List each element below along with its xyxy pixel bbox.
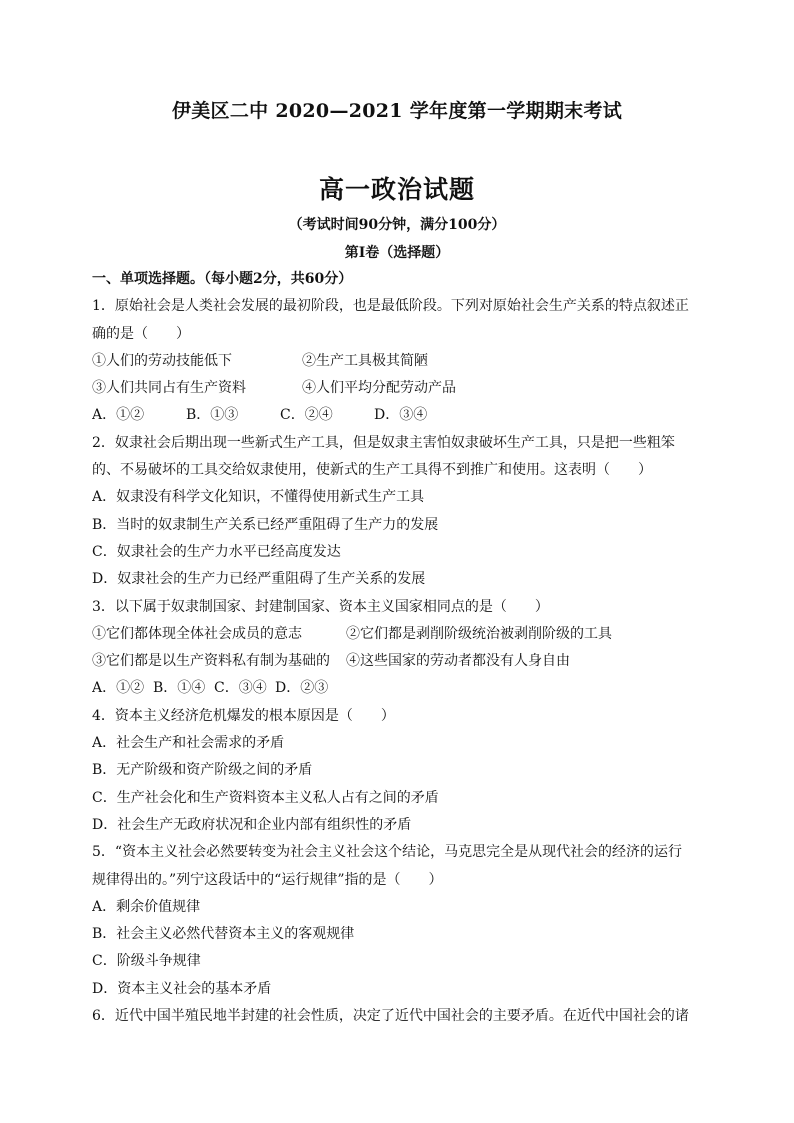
question-5-option-a: A．剩余价值规律 <box>92 898 201 915</box>
choice-d: D．③④ <box>374 407 428 424</box>
question-3-stem-line-1: 3．以下属于奴隶制国家、封建制国家、资本主义国家相同点的是（ ） <box>92 598 549 615</box>
choice-d: D．②③ <box>275 680 329 697</box>
question-content <box>92 266 704 1030</box>
exam-title: 伊美区二中 2020—2021 学年度第一学期期末考试 <box>171 100 623 122</box>
choice-a: A．①② <box>92 407 145 424</box>
question-4-option-d: D．社会生产无政府状况和企业内部有组织性的矛盾 <box>92 816 412 833</box>
question-3-statements-row-2 <box>92 648 704 675</box>
statement: ④人们平均分配劳动产品 <box>302 380 456 397</box>
volume-title: 第Ⅰ卷（选择题） <box>344 245 450 261</box>
statement: ②生产工具极其简陋 <box>302 352 428 369</box>
question-1-stem-line-1: 1．原始社会是人类社会发展的最初阶段，也是最低阶段。下列对原始社会生产关系的特点叙述正 <box>92 298 689 315</box>
question-6-stem-line-1: 6．近代中国半殖民地半封建的社会性质，决定了近代中国社会的主要矛盾。在近代中国社会的诸 <box>92 1008 689 1025</box>
statement: ②它们都是剥削阶级统治被剥削阶级的工具 <box>346 625 612 642</box>
question-4-option-a: A．社会生产和社会需求的矛盾 <box>92 735 285 752</box>
question-5-stem-line-1: 5．“资本主义社会必然要转变为社会主义社会这个结论，马克思完全是从现代社会的经济的运行 <box>92 844 683 861</box>
question-4-option-b: B．无产阶级和资产阶级之间的矛盾 <box>92 762 313 779</box>
question-3-choices <box>92 675 704 702</box>
question-1-choices <box>92 402 704 429</box>
statement: ③它们都是以生产资料私有制为基础的 <box>92 653 330 670</box>
question-2-stem-line-2: 的、不易破坏的工具交给奴隶使用，使新式的生产工具得不到推广和使用。这表明（ ） <box>92 462 652 479</box>
choice-c: C．②④ <box>280 407 333 424</box>
question-4-stem-line-1: 4．资本主义经济危机爆发的根本原因是（ ） <box>92 707 395 724</box>
question-1-statements-row-2 <box>92 375 704 402</box>
statement: ①它们都体现全体社会成员的意志 <box>92 625 302 642</box>
question-1-statements-row-1 <box>92 348 704 375</box>
question-5-stem-line-2: 规律得出的。”列宁这段话中的“运行规律”指的是（ ） <box>92 871 443 888</box>
section-title: 一、单项选择题。（每小题2分，共60分） <box>92 271 353 287</box>
choice-b: B．①④ <box>153 680 206 697</box>
question-2-option-a: A．奴隶没有科学文化知识，不懂得使用新式生产工具 <box>92 489 425 506</box>
question-5-option-c: C．阶级斗争规律 <box>92 953 201 970</box>
choice-b: B．①③ <box>186 407 239 424</box>
exam-info: （考试时间90分钟，满分100分） <box>288 217 506 233</box>
question-2-stem-line-1: 2．奴隶社会后期出现一些新式生产工具，但是奴隶主害怕奴隶破坏生产工具，只是把一些粗笨 <box>92 434 675 451</box>
question-3-statements-row-1 <box>92 621 704 648</box>
choice-c: C．③④ <box>214 680 267 697</box>
statement: ③人们共同占有生产资料 <box>92 380 246 397</box>
question-5-option-b: B．社会主义必然代替资本主义的客观规律 <box>92 926 355 943</box>
statement: ①人们的劳动技能低下 <box>92 352 232 369</box>
question-2-option-d: D．奴隶社会的生产力已经严重阻碍了生产关系的发展 <box>92 571 426 588</box>
question-5-option-d: D．资本主义社会的基本矛盾 <box>92 980 272 997</box>
question-4-option-c: C．生产社会化和生产资料资本主义私人占有之间的矛盾 <box>92 789 439 806</box>
choice-a: A．①② <box>92 680 145 697</box>
question-2-option-c: C．奴隶社会的生产力水平已经高度发达 <box>92 543 341 560</box>
question-2-option-b: B．当时的奴隶制生产关系已经严重阻碍了生产力的发展 <box>92 516 439 533</box>
question-1-stem-line-2: 确的是（ ） <box>92 325 190 342</box>
subject-title: 高一政治试题 <box>318 175 475 204</box>
statement: ④这些国家的劳动者都没有人身自由 <box>346 653 570 670</box>
